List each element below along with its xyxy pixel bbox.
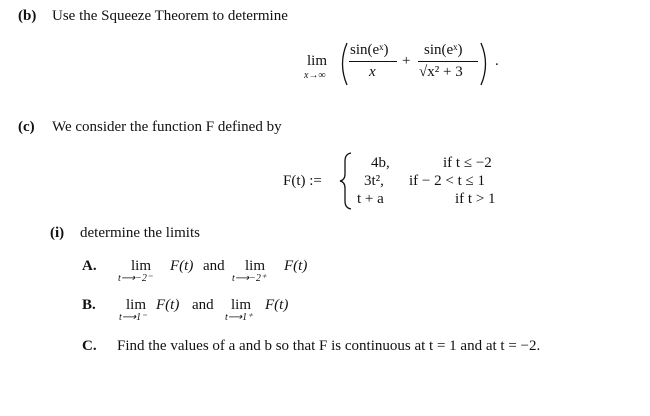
case-1-expr: 4b, bbox=[371, 155, 390, 171]
plus-sign: + bbox=[402, 53, 411, 69]
item-b-and: and bbox=[192, 297, 214, 313]
item-a-sub2: t⟶−2⁺ bbox=[232, 273, 267, 284]
item-a-lim1: lim bbox=[131, 258, 152, 274]
right-paren bbox=[479, 42, 491, 86]
item-b-sub1: t⟶1⁻ bbox=[119, 312, 147, 323]
item-a-lim2: lim bbox=[245, 258, 266, 274]
left-brace bbox=[338, 152, 354, 210]
part-c-label: (c) bbox=[18, 119, 35, 135]
case-3-cond: if t > 1 bbox=[455, 191, 496, 207]
item-a-sub1: t⟶−2⁻ bbox=[118, 273, 153, 284]
item-a-f1: F(t) bbox=[170, 258, 194, 274]
item-a-f2: F(t) bbox=[284, 258, 308, 274]
frac1-bar bbox=[349, 61, 397, 62]
frac2-denominator: √x² + 3 bbox=[419, 64, 463, 80]
part-b-instruction: Use the Squeeze Theorem to determine bbox=[52, 8, 288, 24]
part-b-label: (b) bbox=[18, 8, 37, 24]
case-3-expr: t + a bbox=[357, 191, 384, 207]
item-b-label: B. bbox=[82, 297, 96, 313]
item-b-lim1: lim bbox=[126, 297, 147, 313]
frac2-numerator: sin(eˣ) bbox=[424, 42, 463, 58]
item-a-label: A. bbox=[82, 258, 97, 274]
item-c-label: C. bbox=[82, 338, 97, 354]
item-b-lim2: lim bbox=[231, 297, 252, 313]
item-b-f1: F(t) bbox=[156, 297, 180, 313]
part-i-label: (i) bbox=[50, 225, 65, 241]
item-b-sub2: t⟶1⁺ bbox=[225, 312, 253, 323]
frac1-denominator: x bbox=[369, 64, 376, 80]
frac2-bar bbox=[418, 61, 478, 62]
case-1-cond: if t ≤ −2 bbox=[443, 155, 492, 171]
item-b-f2: F(t) bbox=[265, 297, 289, 313]
end-period: . bbox=[495, 53, 499, 69]
case-2-cond: if − 2 < t ≤ 1 bbox=[409, 173, 485, 189]
frac1-numerator: sin(eˣ) bbox=[350, 42, 389, 58]
lim-subscript: x→∞ bbox=[304, 70, 326, 81]
item-c-text: Find the values of a and b so that F is continuous at t = 1 and at t = −2. bbox=[117, 338, 541, 354]
part-c-instruction: We consider the function F defined by bbox=[52, 119, 282, 135]
part-i-text: determine the limits bbox=[80, 225, 200, 241]
case-2-expr: 3t², bbox=[364, 173, 384, 189]
function-lhs: F(t) := bbox=[283, 173, 322, 189]
lim-word: lim bbox=[307, 53, 328, 69]
item-a-and: and bbox=[203, 258, 225, 274]
left-paren bbox=[337, 42, 349, 86]
